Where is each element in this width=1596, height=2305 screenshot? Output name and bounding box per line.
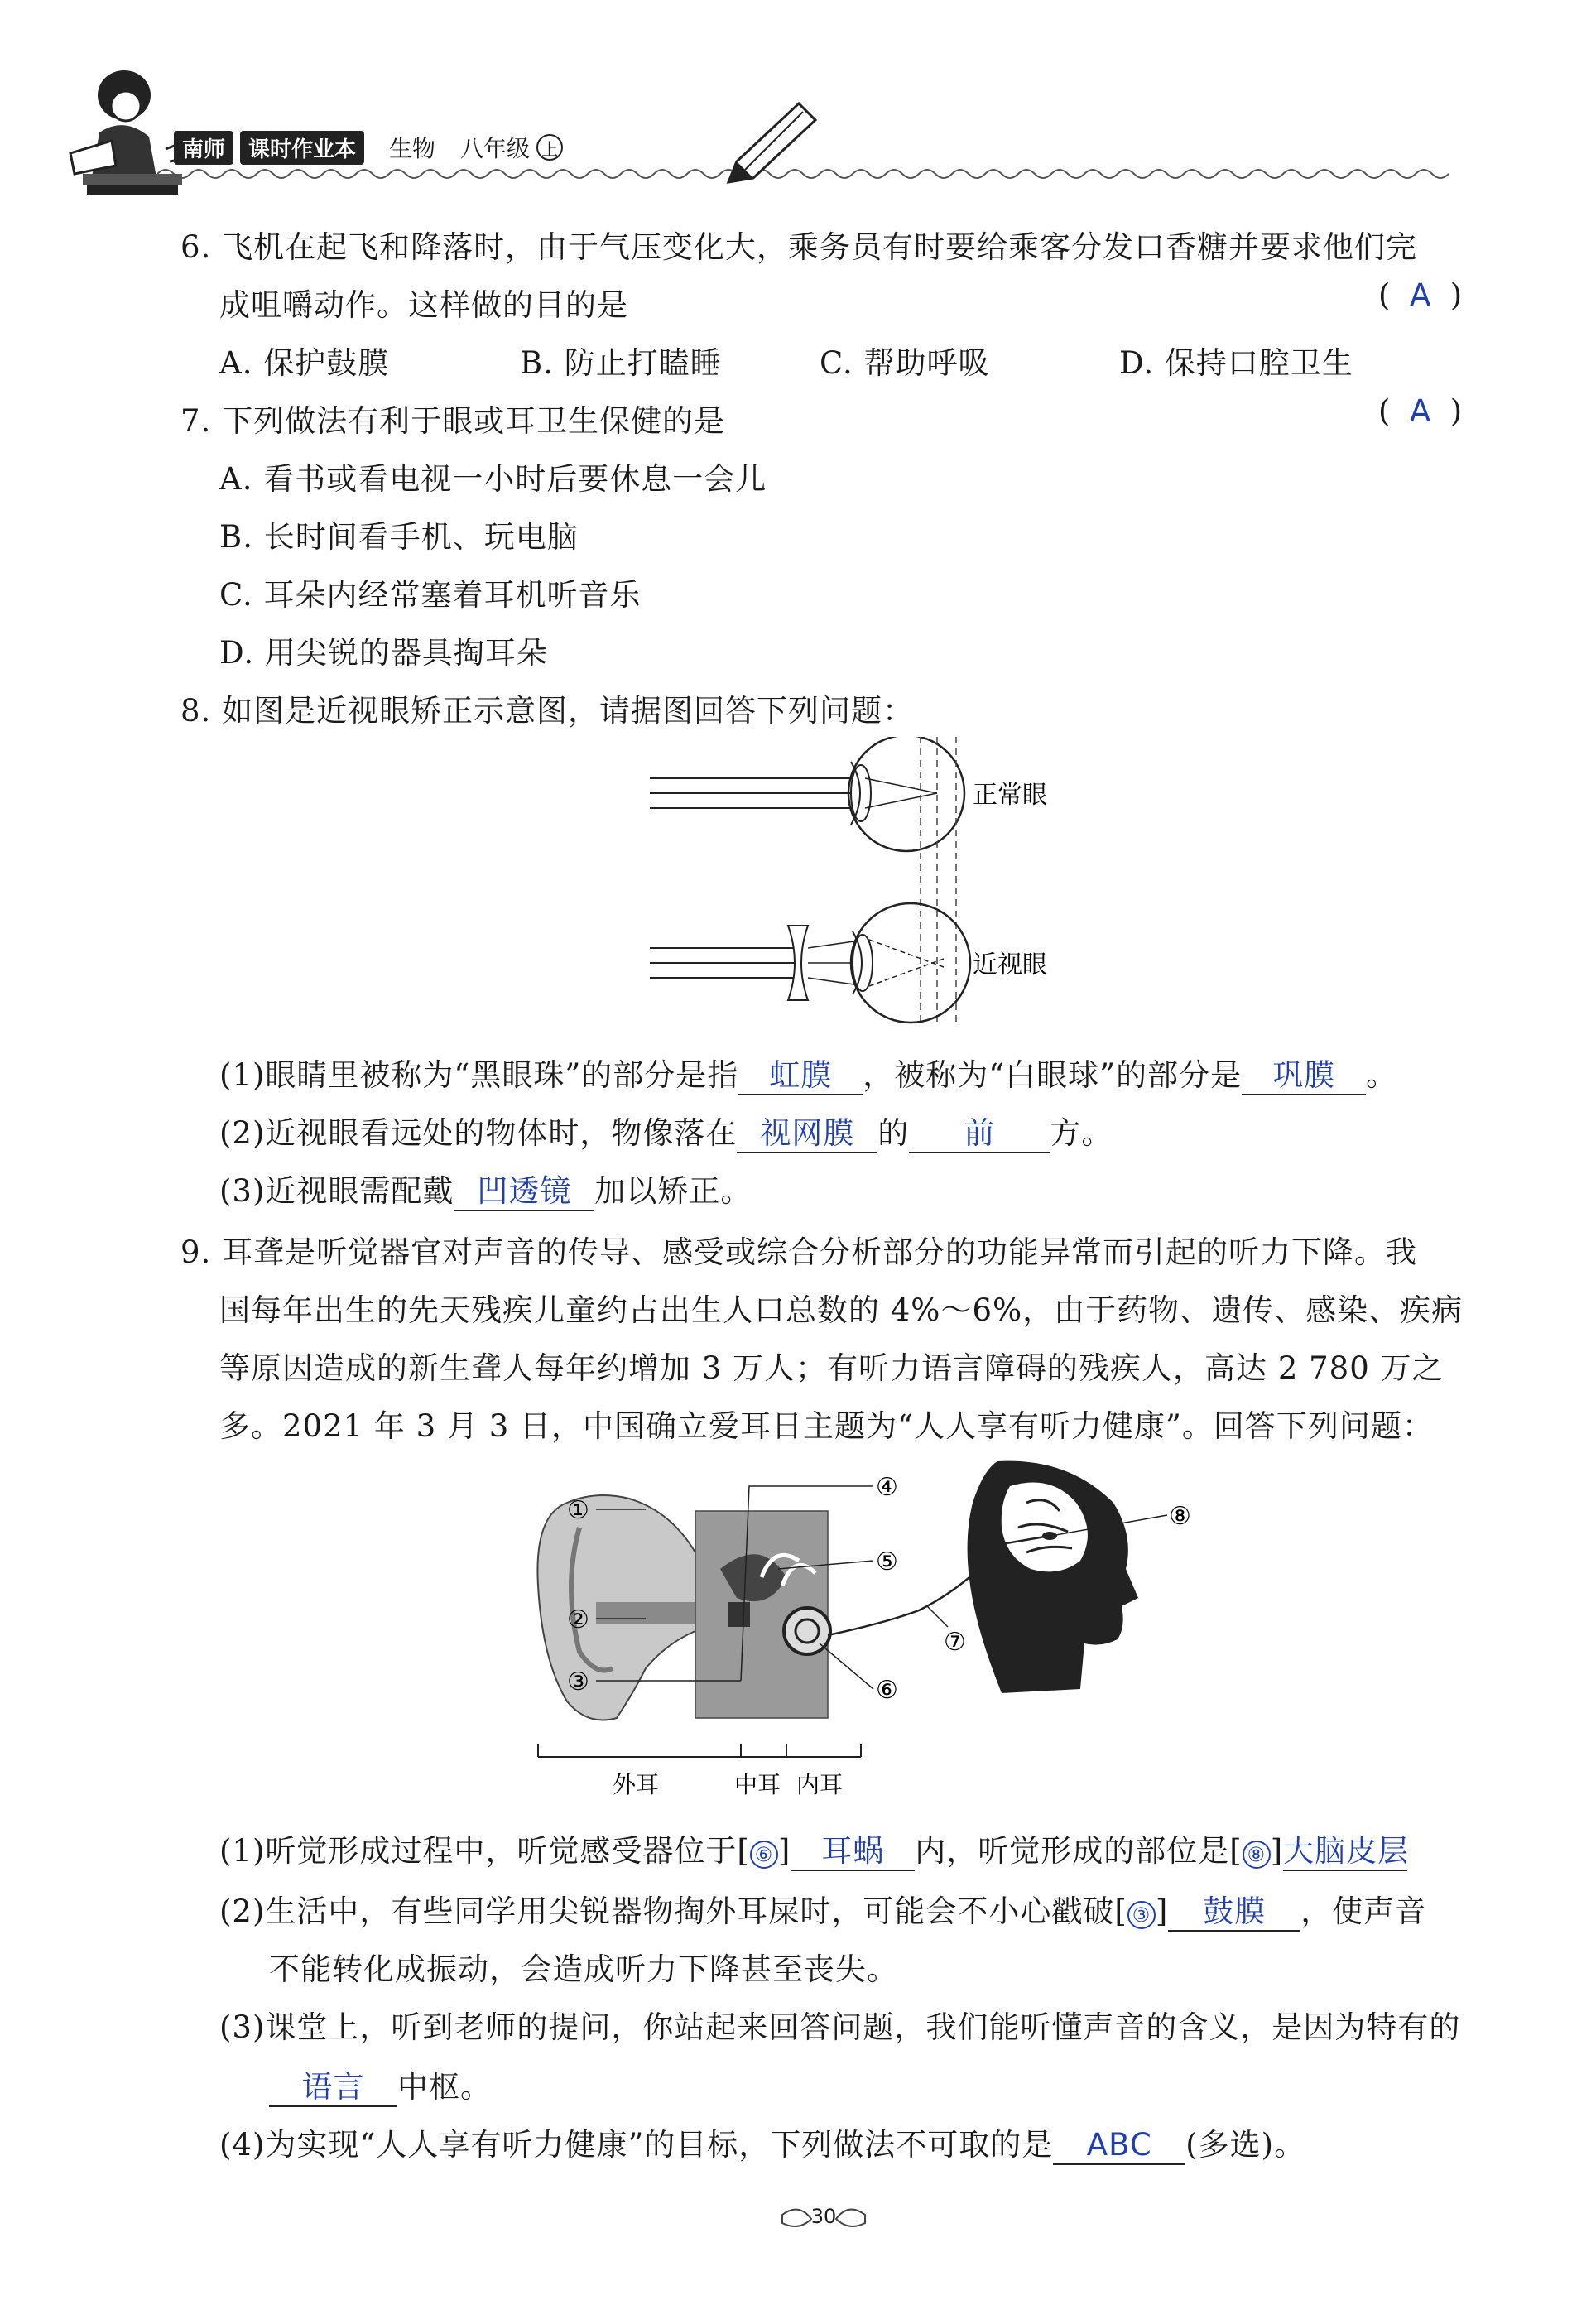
q9-sub1 — [219, 1826, 1410, 1871]
page-number: 30 — [810, 2205, 837, 2228]
q7-answer: A — [1409, 393, 1431, 429]
q9-sub4-text-a: (4)为实现“人人享有听力健康”的目标，下列做法不可取的是 — [219, 2127, 1054, 2163]
q9-sub1-answer1: 耳蜗 — [821, 1833, 885, 1869]
ear-label-8: ⑧ — [1169, 1502, 1191, 1531]
q8-sub1 — [219, 1050, 1397, 1095]
q9-sub2-text-a: (2)生活中，有些同学用尖锐器物掏外耳屎时，可能会不小心戳破[ — [219, 1894, 1127, 1929]
q9-sub1-text-d: ] — [1270, 1833, 1284, 1869]
q6-option-a: A. 保护鼓膜 — [219, 345, 390, 381]
q9-sub2-answer: 鼓膜 — [1203, 1894, 1267, 1929]
q9-sub4-answer: ABC — [1086, 2127, 1152, 2163]
q9-sub1-text-a: (1)听觉形成过程中，听觉感受器位于[ — [219, 1833, 750, 1869]
q9-sub1-answer2: 大脑皮层 — [1283, 1833, 1410, 1869]
q8-sub1-text-b: ，被称为“白眼球”的部分是 — [863, 1057, 1243, 1093]
q8-sub3 — [219, 1166, 752, 1211]
q8-sub2-answer2: 前 — [964, 1115, 996, 1151]
q8-sub2-answer1-blank — [737, 1116, 877, 1153]
header-brand-group — [174, 128, 563, 166]
q6-answer: A — [1409, 277, 1431, 313]
q8-sub2-text-c: 方。 — [1050, 1115, 1113, 1151]
q8-sub1-text-a: (1)眼睛里被称为“黑眼珠”的部分是指 — [219, 1057, 739, 1093]
q7-option-d: D. 用尖锐的器具掏耳朵 — [219, 635, 548, 671]
q9-sub1-number2: ⑧ — [1243, 1841, 1271, 1869]
q7-option-a: A. 看书或看电视一小时后要休息一会儿 — [219, 461, 767, 497]
q8-sub1-answer2-blank — [1242, 1058, 1366, 1095]
page-number-ornament — [774, 2198, 873, 2240]
q6-stem-line2: 成咀嚼动作。这样做的目的是 — [219, 287, 628, 323]
q9-sub1-number1: ⑥ — [750, 1841, 778, 1869]
outer-ear-label: 外耳 — [613, 1771, 660, 1798]
q9-sub1-text-b: ] — [777, 1833, 791, 1869]
q9-sub4 — [219, 2120, 1305, 2165]
q8-sub1-text-c: 。 — [1366, 1057, 1398, 1093]
q9-sub1-answer1-blank — [791, 1834, 915, 1871]
ear-label-1: ① — [567, 1496, 589, 1525]
q9-paragraph-line4: 多。2021 年 3 月 3 日，中国确立爱耳日主题为“人人享有听力健康”。回答下列问题： — [219, 1408, 1434, 1444]
q7-option-b: B. 长时间看手机、玩电脑 — [219, 519, 579, 555]
grade-label: 八年级 — [460, 135, 531, 162]
q8-sub3-text-a: (3)近视眼需配戴 — [219, 1173, 454, 1209]
q8-sub2 — [219, 1108, 1113, 1153]
q8-sub2-text-b: 的 — [877, 1115, 910, 1151]
q9-sub1-answer2-blank — [1283, 1833, 1410, 1871]
q8-sub1-answer1-blank — [738, 1058, 863, 1095]
q9-sub2-text-c: ，使声音 — [1300, 1894, 1427, 1929]
q7-stem: 7. 下列做法有利于眼或耳卫生保健的是 — [180, 403, 726, 439]
q6-answer-paren: ( A ) — [1378, 277, 1463, 313]
q8-sub3-text-b: 加以矫正。 — [594, 1173, 752, 1209]
q9-sub2-continued: 不能转化成振动，会造成听力下降甚至丧失。 — [269, 1951, 898, 1987]
ear-anatomy-diagram — [488, 1453, 1233, 1809]
middle-ear-label: 中耳 — [734, 1771, 781, 1798]
myopic-eye-figure — [650, 903, 970, 1023]
q9-sub1-text-c: 内，听觉形成的部位是[ — [915, 1833, 1243, 1869]
head-figure — [968, 1461, 1138, 1693]
q9-sub3: (3)课堂上，听到老师的提问，你站起来回答问题，我们能听懂声音的含义，是因为特有的 — [219, 2009, 1461, 2045]
q8-sub2-text-a: (2)近视眼看远处的物体时，物像落在 — [219, 1115, 738, 1151]
q6-option-b: B. 防止打瞌睡 — [520, 345, 722, 381]
q8-sub3-answer: 凹透镜 — [477, 1173, 572, 1209]
q9-sub2-answer-blank — [1168, 1894, 1300, 1932]
q8-sub2-answer1: 视网膜 — [760, 1115, 855, 1151]
q9-sub2-number: ③ — [1127, 1901, 1156, 1929]
q9-sub3-text-b: 中枢。 — [397, 2069, 492, 2105]
header — [66, 58, 1490, 207]
myopia-correction-diagram — [637, 737, 1101, 1043]
ear-label-7: ⑦ — [944, 1628, 966, 1657]
ear-label-6: ⑥ — [876, 1676, 898, 1705]
q9-sub3-answer-blank — [269, 2070, 397, 2107]
normal-eye-label: 正常眼 — [973, 781, 1047, 810]
q9-sub3-answer: 语言 — [301, 2069, 365, 2105]
series-badge: 课时作业本 — [240, 131, 364, 165]
q8-stem: 8. 如图是近视眼矫正示意图，请据图回答下列问题： — [180, 693, 915, 729]
q9-sub2 — [219, 1886, 1426, 1932]
term-badge: 上 — [536, 134, 563, 161]
q9-paragraph-line3: 等原因造成的新生聋人每年约增加 3 万人；有听力语言障碍的残疾人，高达 2 780 万之 — [219, 1350, 1444, 1386]
q6-stem-line1: 6. 飞机在起飞和降落时，由于气压变化大，乘务员有时要给乘客分发口香糖并要求他们完 — [180, 229, 1418, 265]
subject-label: 生物 — [389, 135, 436, 162]
q8-sub3-answer-blank — [454, 1174, 594, 1211]
q9-sub4-text-b: (多选)。 — [1185, 2127, 1306, 2163]
q8-sub1-answer2: 巩膜 — [1272, 1057, 1336, 1093]
q9-sub3-line2 — [269, 2062, 492, 2107]
inner-ear-label: 内耳 — [796, 1771, 844, 1798]
q6-option-d: D. 保持口腔卫生 — [1119, 345, 1353, 381]
brand-badge: 南师 — [174, 131, 233, 165]
ear-label-4: ④ — [876, 1473, 898, 1502]
normal-eye-figure — [650, 737, 964, 851]
myopic-eye-label: 近视眼 — [973, 950, 1047, 979]
q9-paragraph-line1: 9. 耳聋是听觉器官对声音的传导、感受或综合分析部分的功能异常而引起的听力下降。我 — [180, 1234, 1418, 1270]
q7-option-c: C. 耳朵内经常塞着耳机听音乐 — [219, 577, 642, 613]
q6-option-c: C. 帮助呼吸 — [820, 345, 990, 381]
pencil-icon — [720, 99, 820, 190]
ear-label-5: ⑤ — [876, 1547, 898, 1576]
q9-paragraph-line2: 国每年出生的先天残疾儿童约占出生人口总数的 4%～6%，由于药物、遗传、感染、疾病 — [219, 1292, 1464, 1328]
q9-sub2-text-b: ] — [1155, 1894, 1169, 1929]
q9-sub4-answer-blank — [1053, 2128, 1185, 2165]
ear-label-3: ③ — [567, 1667, 589, 1696]
q7-answer-paren: ( A ) — [1378, 393, 1463, 429]
ear-label-2: ② — [567, 1605, 589, 1634]
q8-sub2-answer2-blank — [909, 1116, 1050, 1153]
q8-sub1-answer1: 虹膜 — [769, 1057, 833, 1093]
